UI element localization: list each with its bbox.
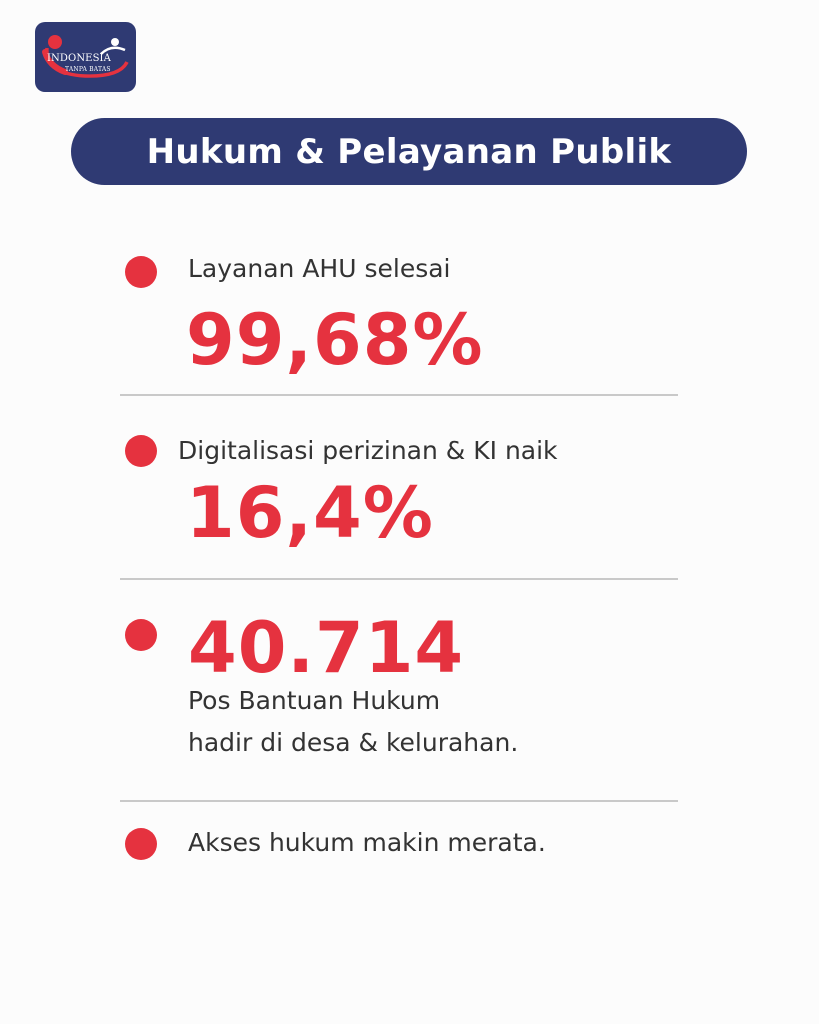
- stat-label-digitalisasi: Digitalisasi perizinan & KI naik: [178, 436, 558, 465]
- title-banner: [71, 118, 747, 185]
- stat-value-posbakum: 40.714: [188, 607, 465, 689]
- page-title: Hukum & Pelayanan Publik: [146, 131, 672, 172]
- bullet-icon: [125, 619, 157, 651]
- divider: [120, 394, 678, 396]
- stat-label-posbakum-line1: Pos Bantuan Hukum: [188, 686, 441, 715]
- stat-label-ahu: Layanan AHU selesai: [188, 254, 451, 283]
- bullet-icon: [125, 435, 157, 467]
- stat-value-digitalisasi: 16,4%: [186, 472, 434, 554]
- divider: [120, 578, 678, 580]
- bullet-icon: [125, 256, 157, 288]
- stat-label-posbakum-line2: hadir di desa & kelurahan.: [188, 728, 519, 757]
- logo: [35, 22, 136, 92]
- stat-value-ahu: 99,68%: [186, 299, 484, 381]
- stat-label-akses: Akses hukum makin merata.: [188, 828, 546, 857]
- bullet-icon: [125, 828, 157, 860]
- logo-text-line1: INDONESIA: [47, 53, 111, 64]
- divider: [120, 800, 678, 802]
- logo-text-line2: TANPA BATAS: [65, 66, 111, 73]
